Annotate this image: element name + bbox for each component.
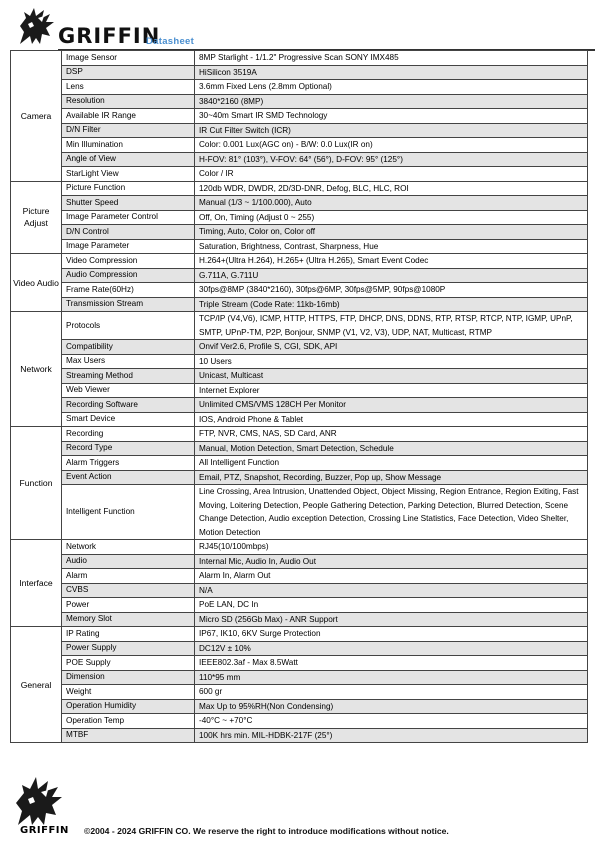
- spec-value: Alarm In, Alarm Out: [195, 569, 588, 584]
- spec-row: [11, 670, 588, 685]
- spec-row: [11, 369, 588, 384]
- spec-label: Streaming Method: [62, 369, 195, 384]
- spec-label: Transmission Stream: [62, 297, 195, 312]
- section-category: Interface: [11, 540, 62, 627]
- spec-label: Max Users: [62, 354, 195, 369]
- spec-row: [11, 225, 588, 240]
- spec-label: Video Compression: [62, 254, 195, 269]
- spec-row: [11, 383, 588, 398]
- spec-label: Memory Slot: [62, 612, 195, 627]
- spec-value: Line Crossing, Area Intrusion, Unattended Object, Object Missing, Region Entrance, Region Exiting, Fast Moving, Loitering Detection, People Gathering Detection, Parking Detection, Blurred Detection, Scene Change Detection, Audio exception Detection, Crossing Line Statistics, Face Detection, Video Shelter, Motion Detection: [195, 485, 588, 540]
- spec-label: Recording Software: [62, 398, 195, 413]
- spec-label: CVBS: [62, 583, 195, 598]
- spec-label: Frame Rate(60Hz): [62, 283, 195, 298]
- spec-value: IOS, Android Phone & Tablet: [195, 412, 588, 427]
- spec-value: All Intelligent Function: [195, 456, 588, 471]
- page-header: [10, 4, 590, 48]
- spec-label: StarLight View: [62, 167, 195, 182]
- spec-label: Audio: [62, 554, 195, 569]
- spec-row: [11, 239, 588, 254]
- spec-value: 8MP Starlight - 1/1.2" Progressive Scan SONY IMX485: [195, 51, 588, 66]
- spec-label: Resolution: [62, 94, 195, 109]
- spec-label: Audio Compression: [62, 268, 195, 283]
- spec-label: Image Parameter Control: [62, 210, 195, 225]
- spec-value: TCP/IP (V4,V6), ICMP, HTTP, HTTPS, FTP, DHCP, DNS, DDNS, RTP, RTSP, RTCP, NTP, IGMP, UPnP, SMTP, UPnP-TM, P2P, Bonjour, SNMP (V1, V2, V3), UDP, NAT, Multicast, RTMP: [195, 312, 588, 340]
- spec-value: H-FOV: 81° (103°), V-FOV: 64° (56°), D-FOV: 95° (125°): [195, 152, 588, 167]
- spec-row: [11, 196, 588, 211]
- spec-value: IP67, IK10, 6KV Surge Protection: [195, 627, 588, 642]
- brand-name: GRIFFIN: [58, 24, 161, 48]
- spec-row: [11, 340, 588, 355]
- spec-row: [11, 94, 588, 109]
- spec-table: [10, 50, 588, 743]
- spec-value: Color: 0.001 Lux(AGC on) - B/W: 0.0 Lux(IR on): [195, 138, 588, 153]
- spec-row: [11, 485, 588, 540]
- spec-label: MTBF: [62, 728, 195, 743]
- spec-label: Recording: [62, 427, 195, 442]
- spec-label: IP Rating: [62, 627, 195, 642]
- spec-value: Unicast, Multicast: [195, 369, 588, 384]
- griffin-logo-icon: [10, 775, 66, 827]
- spec-value: DC12V ± 10%: [195, 641, 588, 656]
- spec-label: Web Viewer: [62, 383, 195, 398]
- spec-label: Intelligent Function: [62, 485, 195, 540]
- spec-row: [11, 254, 588, 269]
- spec-value: 30fps@8MP (3840*2160), 30fps@6MP, 30fps@5MP, 90fps@1080P: [195, 283, 588, 298]
- spec-label: Min Illumination: [62, 138, 195, 153]
- spec-value: Max Up to 95%RH(Non Condensing): [195, 699, 588, 714]
- spec-value: 30~40m Smart IR SMD Technology: [195, 109, 588, 124]
- spec-value: Email, PTZ, Snapshot, Recording, Buzzer, Pop up, Show Message: [195, 470, 588, 485]
- spec-row: [11, 412, 588, 427]
- spec-label: Image Parameter: [62, 239, 195, 254]
- spec-label: Operation Temp: [62, 714, 195, 729]
- spec-row: [11, 714, 588, 729]
- spec-value: Micro SD (256Gb Max) - ANR Support: [195, 612, 588, 627]
- spec-row: [11, 540, 588, 555]
- spec-label: Image Sensor: [62, 51, 195, 66]
- spec-value: 3840*2160 (8MP): [195, 94, 588, 109]
- spec-row: [11, 65, 588, 80]
- spec-label: D/N Control: [62, 225, 195, 240]
- spec-value: Onvif Ver2.6, Profile S, CGI, SDK, API: [195, 340, 588, 355]
- spec-row: [11, 583, 588, 598]
- spec-row: [11, 398, 588, 413]
- spec-label: POE Supply: [62, 656, 195, 671]
- spec-row: [11, 569, 588, 584]
- spec-row: [11, 268, 588, 283]
- spec-row: [11, 51, 588, 66]
- footer-brand-name: GRIFFIN: [20, 825, 69, 836]
- spec-value: 10 Users: [195, 354, 588, 369]
- spec-value: IEEE802.3af - Max 8.5Watt: [195, 656, 588, 671]
- spec-value: Unlimited CMS/VMS 128CH Per Monitor: [195, 398, 588, 413]
- spec-value: G.711A, G.711U: [195, 268, 588, 283]
- spec-label: Angle of View: [62, 152, 195, 167]
- spec-label: Smart Device: [62, 412, 195, 427]
- section-category: Camera: [11, 51, 62, 182]
- page-footer: [10, 775, 590, 837]
- spec-value: RJ45(10/100mbps): [195, 540, 588, 555]
- spec-value: 100K hrs min. MIL-HDBK-217F (25°): [195, 728, 588, 743]
- spec-label: Record Type: [62, 441, 195, 456]
- spec-row: [11, 283, 588, 298]
- spec-row: [11, 297, 588, 312]
- spec-label: Dimension: [62, 670, 195, 685]
- spec-value: 600 gr: [195, 685, 588, 700]
- section-category: Picture Adjust: [11, 181, 62, 254]
- spec-row: [11, 656, 588, 671]
- spec-row: [11, 152, 588, 167]
- spec-value: PoE LAN, DC In: [195, 598, 588, 613]
- spec-value: Internal Mic, Audio In, Audio Out: [195, 554, 588, 569]
- spec-label: DSP: [62, 65, 195, 80]
- spec-row: [11, 441, 588, 456]
- spec-value: Internet Explorer: [195, 383, 588, 398]
- spec-value: Triple Stream (Code Rate: 11kb-16mb): [195, 297, 588, 312]
- spec-label: Protocols: [62, 312, 195, 340]
- spec-value: Timing, Auto, Color on, Color off: [195, 225, 588, 240]
- spec-value: FTP, NVR, CMS, NAS, SD Card, ANR: [195, 427, 588, 442]
- spec-row: [11, 641, 588, 656]
- spec-row: [11, 470, 588, 485]
- copyright-notice: ©2004 - 2024 GRIFFIN CO. We reserve the right to introduce modifications without notice.: [84, 826, 449, 836]
- spec-label: Picture Function: [62, 181, 195, 196]
- spec-row: [11, 210, 588, 225]
- spec-row: [11, 598, 588, 613]
- spec-row: [11, 728, 588, 743]
- spec-value: Color / IR: [195, 167, 588, 182]
- spec-row: [11, 554, 588, 569]
- spec-row: [11, 612, 588, 627]
- spec-row: [11, 181, 588, 196]
- section-category: General: [11, 627, 62, 743]
- spec-row: [11, 699, 588, 714]
- section-category: Network: [11, 312, 62, 427]
- spec-label: Power Supply: [62, 641, 195, 656]
- spec-row: [11, 354, 588, 369]
- spec-row: [11, 109, 588, 124]
- spec-table-body: [11, 51, 588, 743]
- spec-label: Compatibility: [62, 340, 195, 355]
- spec-value: 120db WDR, DWDR, 2D/3D-DNR, Defog, BLC, HLC, ROI: [195, 181, 588, 196]
- spec-row: [11, 456, 588, 471]
- spec-label: Lens: [62, 80, 195, 95]
- section-category: Video Audio: [11, 254, 62, 312]
- spec-value: Saturation, Brightness, Contrast, Sharpness, Hue: [195, 239, 588, 254]
- document-subtitle: Datasheet: [146, 36, 195, 47]
- griffin-logo-icon: [14, 4, 58, 48]
- spec-label: Event Action: [62, 470, 195, 485]
- spec-value: Manual (1/3 ~ 1/100.000), Auto: [195, 196, 588, 211]
- spec-row: [11, 312, 588, 340]
- spec-label: Power: [62, 598, 195, 613]
- spec-value: Manual, Motion Detection, Smart Detection, Schedule: [195, 441, 588, 456]
- spec-value: -40°C ~ +70°C: [195, 714, 588, 729]
- spec-label: D/N Filter: [62, 123, 195, 138]
- spec-value: HiSilicon 3519A: [195, 65, 588, 80]
- spec-label: Network: [62, 540, 195, 555]
- spec-value: H.264+(Ultra H.264), H.265+ (Ultra H.265), Smart Event Codec: [195, 254, 588, 269]
- spec-value: N/A: [195, 583, 588, 598]
- spec-row: [11, 80, 588, 95]
- spec-row: [11, 685, 588, 700]
- section-category: Function: [11, 427, 62, 540]
- spec-row: [11, 123, 588, 138]
- spec-row: [11, 138, 588, 153]
- spec-value: 110*95 mm: [195, 670, 588, 685]
- spec-row: [11, 627, 588, 642]
- spec-label: Operation Humidity: [62, 699, 195, 714]
- spec-label: Weight: [62, 685, 195, 700]
- spec-value: Off, On, Timing (Adjust 0 ~ 255): [195, 210, 588, 225]
- spec-value: 3.6mm Fixed Lens (2.8mm Optional): [195, 80, 588, 95]
- spec-value: IR Cut Filter Switch (ICR): [195, 123, 588, 138]
- spec-row: [11, 167, 588, 182]
- spec-label: Alarm: [62, 569, 195, 584]
- spec-label: Available IR Range: [62, 109, 195, 124]
- spec-label: Alarm Triggers: [62, 456, 195, 471]
- spec-row: [11, 427, 588, 442]
- spec-label: Shutter Speed: [62, 196, 195, 211]
